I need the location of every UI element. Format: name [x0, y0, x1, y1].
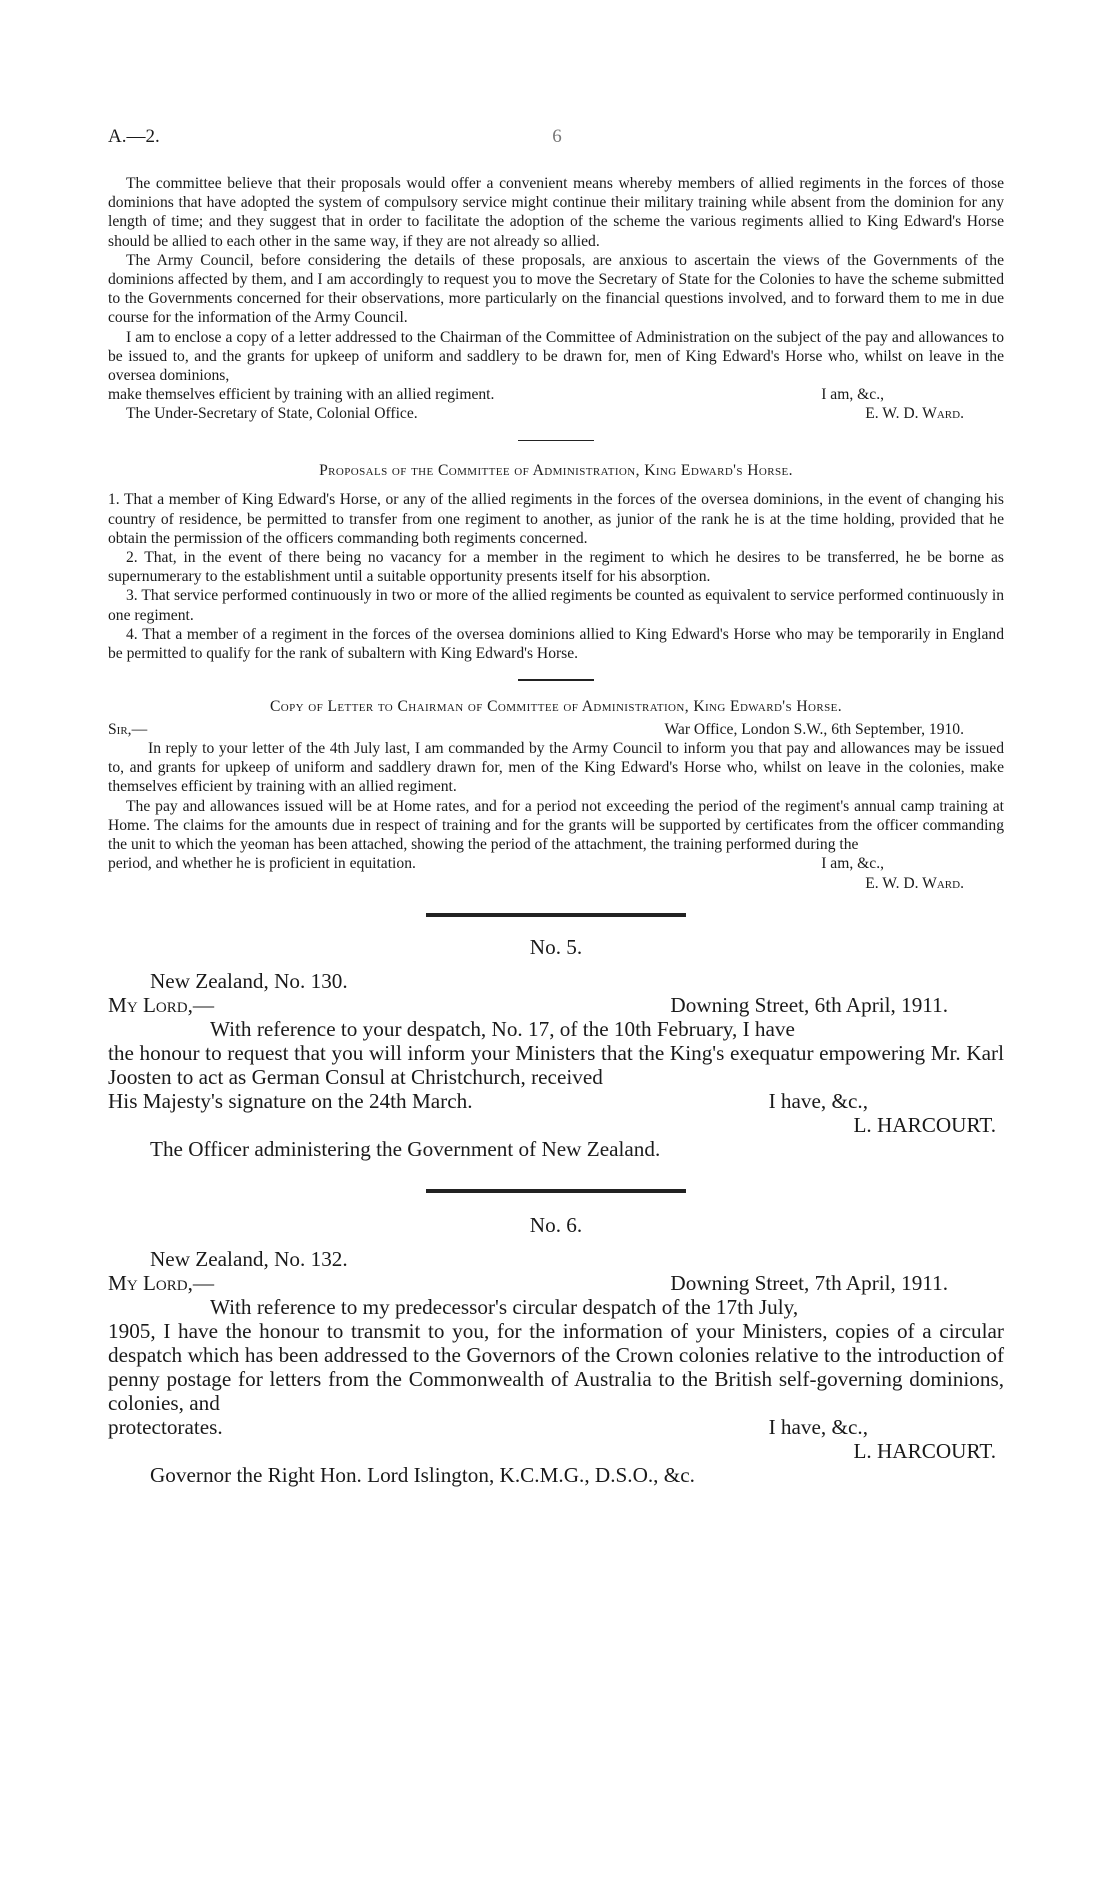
- despatch-number: No. 5.: [529, 934, 583, 959]
- copy-letter-signature-line: [108, 874, 1004, 893]
- section-divider: [518, 679, 594, 681]
- copy-letter-salutation: Sir,—: [108, 720, 148, 738]
- letter-paragraph: The Army Council, before considering the details of these proposals, are anxious to ascertain the views of the Governments of the dominions affected by them, and I am accordingly to request you to move the Secretary of State for the Colonies to have the scheme submitted to the Governments concerned for their observations, more particularly on the financial questions involved, and to forward them to me in due course for the information of the Army Council.: [108, 251, 1004, 327]
- despatch-dateline: Downing Street, 6th April, 1911.: [670, 992, 948, 1017]
- despatch-closing-text: protectorates.: [108, 1414, 223, 1439]
- letter-closing-text: make themselves efficient by training with an allied regiment.: [108, 386, 495, 404]
- despatch-body: 1905, I have the honour to transmit to you, for the information of your Ministers, copies of a circular despatch which has been addressed to the Governors of the Crown colonies relative to the introduction of penny postage for letters from the Commonwealth of Australia to the British self-governing dominions, colonies, and: [108, 1318, 1004, 1415]
- despatch-no5: [108, 935, 1004, 1161]
- despatch-addressee: The Officer administering the Government of New Zealand.: [150, 1136, 661, 1161]
- copy-letter-dateline-row: [108, 720, 1004, 739]
- despatch-closing-line: [108, 1415, 1004, 1439]
- despatch-signature-line: [108, 1113, 1004, 1137]
- copy-letter-closing-text: period, and whether he is proficient in equitation.: [108, 855, 416, 873]
- despatch-closing-line: [108, 1089, 1004, 1113]
- army-council-letter: [108, 174, 1004, 424]
- despatch-salutation: My Lord,—: [108, 1270, 215, 1295]
- copy-letter-paragraph: The pay and allowances issued will be at Home rates, and for a period not exceeding the period of the regiment's annual camp training at Home. The claims for the amounts due in respect of training and for the grants will be supported by certificates from the officer commanding the unit to which the yeoman has been attached, showing the period of the attachment, the training performed during the: [108, 797, 1004, 854]
- letter-paragraph: I am to enclose a copy of a letter addressed to the Chairman of the Committee of Administration on the subject of the pay and allowances to be issued to, and the grants for upkeep of uniform and saddlery to be drawn for, men of King Edward's Horse who, whilst on leave in the oversea dominions,: [108, 328, 1004, 385]
- despatch-closing: I have, &c.,: [768, 1414, 868, 1439]
- proposals-heading: Proposals of the Committee of Administration, King Edward's Horse.: [319, 462, 793, 480]
- despatch-reference: New Zealand, No. 132.: [150, 1246, 348, 1271]
- proposals-section: [108, 461, 1004, 663]
- section-divider-heavy: [426, 913, 686, 917]
- despatch-first-line: With reference to my predecessor's circular despatch of the 17th July,: [210, 1294, 799, 1319]
- despatch-signature-line: [108, 1439, 1004, 1463]
- copy-letter-closing: I am, &c.,: [821, 855, 884, 873]
- proposal-item: 2. That, in the event of there being no vacancy for a member in the regiment to which he desires to be transferred, he be borne as supernumerary to the establishment until a suitable opportunity presents itself for his absorption.: [108, 548, 1004, 586]
- copy-letter-paragraph: In reply to your letter of the 4th July last, I am commanded by the Army Council to inform you that pay and allowances may be issued to, and grants for upkeep of uniform and saddlery drawn for, men of the King Edward's Horse who, whilst on leave in the colonies, make themselves efficient by training with an allied regiment.: [108, 740, 1004, 796]
- letter-closing: I am, &c.,: [821, 386, 884, 404]
- copy-letter-dateline: War Office, London S.W., 6th September, 1910.: [664, 720, 964, 738]
- despatch-signature: L. HARCOURT.: [853, 1112, 996, 1137]
- copy-letter-heading: Copy of Letter to Chairman of Committee of Administration, King Edward's Horse.: [269, 697, 843, 715]
- despatch-addressee: Governor the Right Hon. Lord Islington, K.C.M.G., D.S.O., &c.: [150, 1462, 695, 1487]
- despatch-dateline-row: [108, 993, 1004, 1017]
- despatch-first-line: With reference to your despatch, No. 17, of the 10th February, I have: [210, 1016, 795, 1041]
- copy-letter-signature: E. W. D. Ward.: [865, 874, 964, 892]
- section-divider-heavy: [426, 1189, 686, 1193]
- despatch-reference: New Zealand, No. 130.: [150, 968, 348, 993]
- section-divider: [518, 440, 594, 442]
- proposal-item: 4. That a member of a regiment in the forces of the oversea dominions allied to King Edward's Horse who may be temporarily in England be permitted to qualify for the rank of subaltern with King Edward's Horse.: [108, 625, 1004, 662]
- letter-addressee: The Under-Secretary of State, Colonial Office.: [126, 405, 418, 423]
- despatch-dateline: Downing Street, 7th April, 1911.: [670, 1270, 948, 1295]
- letter-paragraph: The committee believe that their proposals would offer a convenient means whereby members of allied regiments in the forces of those dominions that have adopted the system of compulsory service might continue their military training while absent from the dominion for any length of time; and they suggest that in order to facilitate the adoption of the scheme the various regiments allied to King Edward's Horse should be allied to each other in the same way, if they are not already so allied.: [108, 175, 1004, 250]
- despatch-salutation: My Lord,—: [108, 992, 215, 1017]
- proposal-item: 3. That service performed continuously in two or more of the allied regiments be counted as equivalent to service performed continuously in one regiment.: [108, 587, 1004, 624]
- copy-letter-section: [108, 697, 1004, 893]
- despatch-signature: L. HARCOURT.: [853, 1438, 996, 1463]
- document-reference: A.—2.: [108, 126, 160, 147]
- letter-signature: E. W. D. Ward.: [865, 405, 964, 423]
- despatch-number: No. 6.: [529, 1212, 583, 1237]
- despatch-dateline-row: [108, 1271, 1004, 1295]
- proposal-item: 1. That a member of King Edward's Horse, or any of the allied regiments in the forces of the oversea dominions, in the event of changing his country of residence, be permitted to transfer from one regiment to another, as junior of the rank he is at the time holding, provided that he obtain the permission of the officers commanding both regiments concerned.: [108, 491, 1004, 547]
- despatch-closing-text: His Majesty's signature on the 24th March.: [108, 1088, 473, 1113]
- despatch-no6: [108, 1213, 1004, 1487]
- letter-closing-line: [108, 385, 1004, 404]
- despatch-closing: I have, &c.,: [768, 1088, 868, 1113]
- page-number: 6: [552, 126, 562, 147]
- copy-letter-closing-line: [108, 854, 1004, 873]
- letter-signature-line: [108, 404, 1004, 423]
- despatch-body: the honour to request that you will inform your Ministers that the King's exequatur empowering Mr. Karl Joosten to act as German Consul at Christchurch, received: [108, 1040, 1004, 1089]
